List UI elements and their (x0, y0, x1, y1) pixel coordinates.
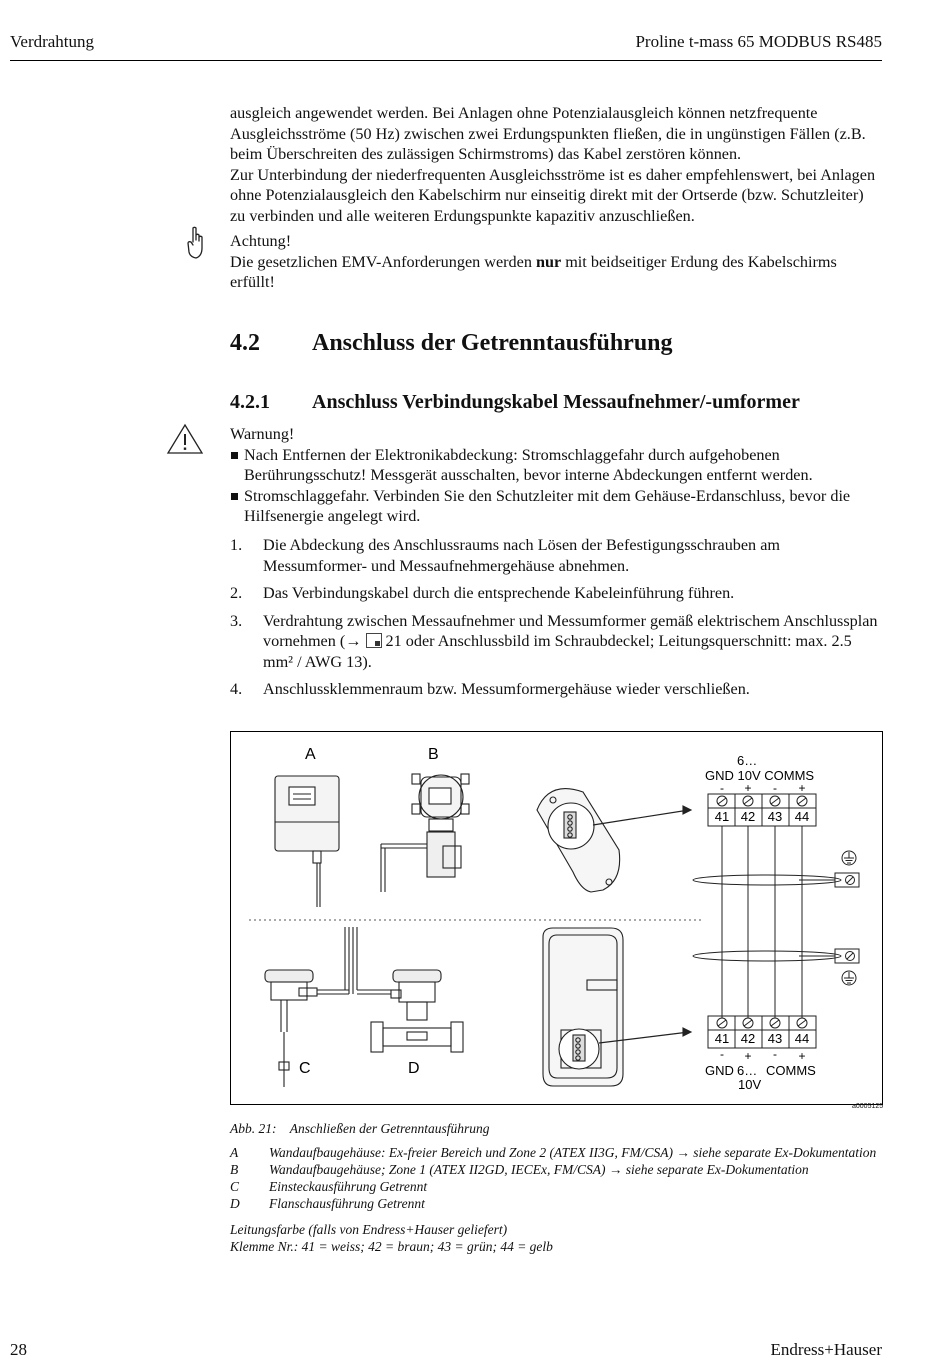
bottom-sign-4: + (798, 1049, 806, 1063)
figure-reference-icon[interactable] (366, 633, 382, 648)
legend-text: Flanschausführung Getrennt (269, 1196, 425, 1211)
bottom-terminal-41: 41 (714, 1031, 730, 1046)
step-number: 3. (230, 611, 243, 630)
step-2 (230, 583, 882, 604)
top-sign-2: + (744, 781, 752, 795)
footer-brand: Endress+Hauser (770, 1340, 882, 1359)
caution-text-part: mit beidseitiger Erdung des Kabelschirms erfüllt! (230, 252, 837, 291)
legend-text: Wandaufbaugehäuse; Zone 1 (ATEX II2GD, IECEx, FM/CSA) → siehe separate Ex-Dokumentation (269, 1162, 809, 1177)
bottom-sign-3: - (773, 1047, 777, 1061)
top-sign-3: - (773, 781, 777, 795)
top-terminal-41: 41 (714, 809, 730, 824)
top-terminal-43: 43 (767, 809, 783, 824)
caution-title: Achtung! (230, 232, 292, 250)
top-sign-1: - (720, 781, 724, 795)
caution-hand-icon (186, 226, 206, 265)
device-b-transmitter (381, 774, 469, 892)
legend-key: D (230, 1196, 240, 1211)
top-block-line1: 6… (737, 753, 758, 768)
subsection-title: Anschluss Verbindungskabel Messaufnehmer/-umformer (312, 391, 800, 413)
step-text-part: 21 oder Anschlussbild im Schraubdeckel; Leitungsquerschnitt: max. 2.5 mm² / AWG 13). (263, 632, 852, 671)
warning-bullet-2: Stromschlaggefahr. Verbinden Sie den Schutzleiter mit dem Gehäuse-Erdanschluss, bevor die Hilfsenergie angelegt wird. (230, 486, 882, 527)
warning-bullet-1: Nach Entfernen der Elektronikabdeckung: Stromschlaggefahr durch aufgehobenen Berührungsschutz! Messgerät ausschalten, bevor interne Abdeckungen entfernt werden. (230, 445, 882, 486)
subsection-heading (230, 391, 800, 414)
section-number: 4.2 (230, 330, 260, 356)
legend-text: Einsteckausführung Getrennt (269, 1179, 428, 1194)
step-number: 2. (230, 584, 243, 602)
step-text: Anschlussklemmenraum bzw. Messumformergehäuse wieder verschließen. (263, 680, 750, 698)
legend-key: C (230, 1179, 240, 1194)
caution-text-bold: nur (535, 252, 562, 271)
bottom-sign-2: + (744, 1049, 752, 1063)
warning-triangle-icon (166, 423, 204, 460)
bottom-terminal-44: 44 (794, 1031, 810, 1046)
top-terminal-44: 44 (794, 809, 810, 824)
legend-row-a (230, 1145, 876, 1161)
step-text: Die Abdeckung des Anschlussraums nach Lösen der Befestigungsschrauben am Messumformer- und Messaufnehmergehäuse abnehmen. (263, 536, 780, 575)
connection-wires (693, 826, 841, 1018)
warning-block (230, 424, 882, 527)
caution-text-part: Die gesetzlichen EMV-Anforderungen werden (230, 252, 536, 271)
caution-block (230, 231, 882, 293)
legend-key: A (230, 1145, 239, 1160)
label-d: D (408, 1060, 420, 1077)
wire-color-title: Leitungsfarbe (falls von Endress+Hauser geliefert) (230, 1222, 508, 1237)
bottom-terminal-43: 43 (767, 1031, 783, 1046)
bottom-sign-1: - (720, 1047, 724, 1061)
intro-paragraph-2: Zur Unterbindung der niederfrequenten Ausgleichsströme ist es daher empfehlenswert, bei Anlagen ohne Potenzialausgleich den Kabelschirm nur einseitig direkt mit der Ortserde (bzw. Schutzleiter) zu verbinden und alle weiteren Erdungspunkte kapazitiv anzuschließen. (230, 165, 876, 225)
wiring-diagram (231, 732, 884, 1106)
section-title: Anschluss der Getrenntausführung (312, 330, 673, 356)
wire-color-list: Klemme Nr.: 41 = weiss; 42 = braun; 43 = grün; 44 = gelb (230, 1239, 553, 1254)
legend-row-b (230, 1162, 809, 1178)
figure-caption: Abb. 21: Anschließen der Getrenntausführung (230, 1121, 490, 1136)
top-block-line2: GND 10V COMMS (705, 768, 815, 783)
intro-text (230, 103, 882, 226)
terminal-cover-top (537, 789, 691, 892)
label-b: B (428, 746, 439, 763)
legend-row-d (230, 1196, 425, 1212)
terminal-cover-bottom (543, 928, 691, 1086)
intro-paragraph-1: ausgleich angewendet werden. Bei Anlagen ohne Potenzialausgleich können netzfrequente Ausgleichsströme (50 Hz) zwischen zwei Erdungspunkten fließen, die in ungünstigen Fällen (z.B. beim Überschreiten des zulässigen Schirmstroms) das Kabel zerstören können. (230, 104, 866, 163)
step-text-part: Verdrahtung zwischen Messaufnehmer und Messumformer gemäß elektrischem Anschlussplan vornehmen (→ (263, 611, 878, 650)
running-header-right: Proline t-mass 65 MODBUS RS485 (635, 32, 882, 51)
step-4 (230, 679, 882, 700)
label-c: C (299, 1060, 311, 1077)
header-rule (10, 60, 882, 61)
bottom-terminal-42: 42 (740, 1031, 756, 1046)
running-header-left: Verdrahtung (10, 32, 95, 51)
top-terminal-42: 42 (740, 809, 756, 824)
device-d-flanged (353, 927, 463, 1052)
legend-text: Wandaufbaugehäuse: Ex-freier Bereich und Zone 2 (ATEX II3G, FM/CSA) → siehe separate Ex-Dokumentation (269, 1145, 877, 1160)
device-a-wall-housing (275, 776, 339, 907)
bottom-six: 6… (737, 1063, 758, 1078)
step-3 (230, 611, 882, 673)
top-sign-4: + (798, 781, 806, 795)
section-heading (230, 330, 673, 357)
wiring-figure (230, 731, 883, 1105)
step-1 (230, 535, 882, 576)
subsection-number: 4.2.1 (230, 391, 270, 413)
caution-text (230, 252, 882, 293)
bottom-10v: 10V (738, 1077, 762, 1092)
bottom-comms: COMMS (766, 1063, 816, 1078)
bottom-gnd: GND (705, 1063, 734, 1078)
steps-list (230, 535, 882, 707)
warning-title: Warnung! (230, 425, 295, 443)
figure-code: a0005125 (852, 1103, 884, 1110)
step-number: 1. (230, 536, 243, 554)
page-number: 28 (10, 1340, 27, 1359)
step-text: Das Verbindungskabel durch die entsprechende Kabeleinführung führen. (263, 584, 735, 602)
legend-key: B (230, 1162, 239, 1177)
legend-row-c (230, 1179, 427, 1195)
ground-and-shield-clamps (835, 851, 859, 985)
label-a: A (305, 746, 316, 763)
step-number: 4. (230, 680, 243, 698)
